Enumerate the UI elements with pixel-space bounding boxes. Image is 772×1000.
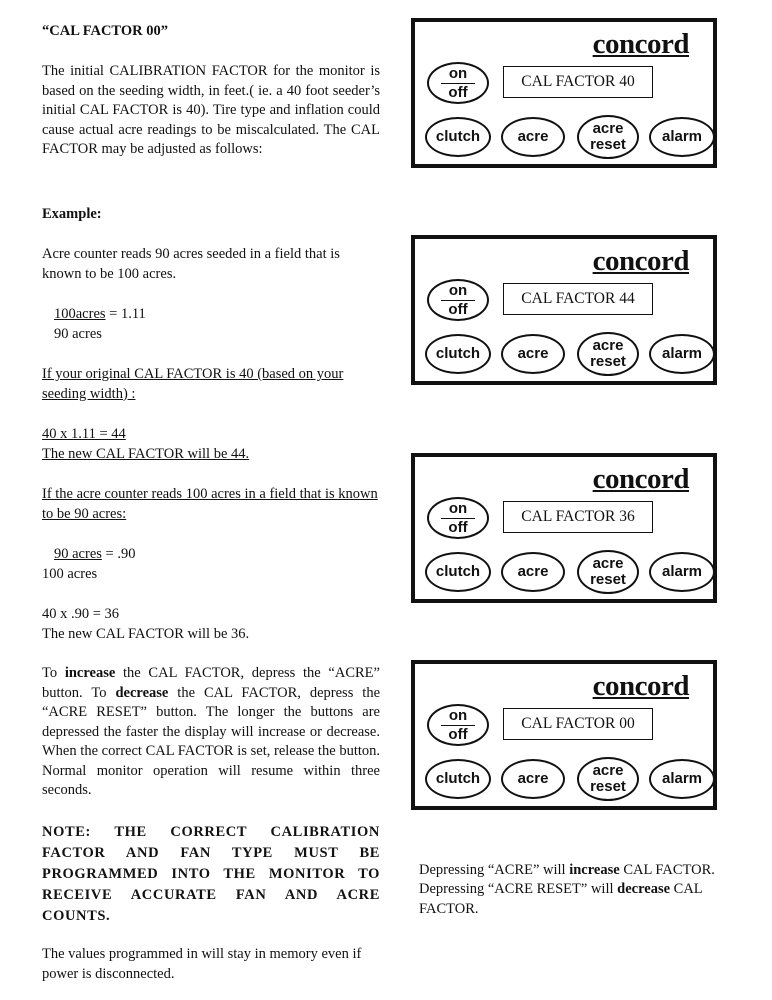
clutch-button[interactable]: clutch	[425, 117, 491, 157]
acre-button[interactable]: acre	[501, 552, 565, 592]
fraction-2-numerator: 90 acres	[54, 546, 102, 562]
memory-note: The values programmed in will stay in memory even if power is disconnected.	[42, 946, 362, 982]
monitor-panel	[411, 453, 717, 603]
fraction-2-result: = .90	[101, 546, 136, 562]
cal-factor-display: CAL FACTOR 44	[503, 283, 653, 315]
if-reads-text: If the acre counter reads 100 acres in a field that is known to be 90 acres:	[42, 486, 378, 522]
section-heading: “CAL FACTOR 00”	[42, 23, 168, 39]
example-label: Example:	[42, 206, 102, 222]
original-cal-text: If your original CAL FACTOR is 40 (based on your seeding width) :	[42, 366, 344, 402]
new-cal-1: The new CAL FACTOR will be 44.	[42, 446, 250, 462]
fraction-1-denominator: 90 acres	[54, 326, 102, 342]
alarm-button[interactable]: alarm	[649, 759, 715, 799]
concord-logo: concord	[592, 463, 689, 495]
clutch-button[interactable]: clutch	[425, 759, 491, 799]
fraction-1	[42, 305, 380, 325]
on-off-button[interactable]: on off	[427, 497, 489, 539]
new-cal-2: The new CAL FACTOR will be 36.	[42, 626, 250, 642]
concord-logo: concord	[592, 28, 689, 60]
fraction-2-denominator-line	[42, 565, 380, 585]
acre-reset-button[interactable]: acre reset	[577, 115, 639, 159]
concord-logo: concord	[592, 245, 689, 277]
acre-button[interactable]: acre	[501, 334, 565, 374]
monitor-panel	[411, 660, 717, 810]
alarm-button[interactable]: alarm	[649, 117, 715, 157]
concord-logo: concord	[592, 670, 689, 702]
fraction-1-result: = 1.11	[105, 306, 146, 322]
increase-emphasis: increase	[64, 665, 116, 681]
cal-factor-display: CAL FACTOR 36	[503, 501, 653, 533]
monitor-panel	[411, 18, 717, 168]
cal-factor-display: CAL FACTOR 00	[503, 708, 653, 740]
note-warning: NOTE: THE CORRECT CALIBRATION FACTOR AND FAN TYPE MUST BE PROGRAMMED INTO THE MONITOR TO RECEIVE ACCURATE FAN AND ACRE COUNTS.	[42, 824, 380, 924]
on-off-button[interactable]: on off	[427, 279, 489, 321]
acre-reset-button[interactable]: acre reset	[577, 757, 639, 801]
acre-button[interactable]: acre	[501, 117, 565, 157]
caption-increase: increase	[569, 861, 620, 878]
alarm-button[interactable]: alarm	[649, 552, 715, 592]
alarm-button[interactable]: alarm	[649, 334, 715, 374]
adjust-instructions: To increase the CAL FACTOR, depress the “ACRE” button. To decrease the CAL FACTOR, depress the “ACRE RESET” button. The longer the buttons are depressed the faster the display will increase or decrease. When the correct CAL FACTOR is set, release the button. Normal monitor operation will resume within three seconds.	[42, 665, 381, 798]
clutch-button[interactable]: clutch	[425, 552, 491, 592]
example-text: Acre counter reads 90 acres seeded in a field that is known to be 100 acres.	[42, 246, 340, 282]
acre-button[interactable]: acre	[501, 759, 565, 799]
clutch-button[interactable]: clutch	[425, 334, 491, 374]
caption-decrease: decrease	[617, 881, 671, 897]
panel-caption: Depressing “ACRE” will increase CAL FACTOR. Depressing “ACRE RESET” will decrease CAL FACTOR.	[419, 861, 715, 917]
fraction-2	[42, 545, 380, 565]
calculation-2: 40 x .90 = 36	[42, 606, 120, 622]
on-off-button[interactable]: on off	[427, 62, 489, 104]
acre-reset-button[interactable]: acre reset	[577, 332, 639, 376]
on-off-button[interactable]: on off	[427, 704, 489, 746]
fraction-2-denominator: 100 acres	[42, 566, 98, 582]
fraction-1-denominator-line	[42, 325, 380, 345]
monitor-panel	[411, 235, 717, 385]
decrease-emphasis: decrease	[115, 684, 169, 701]
cal-factor-display: CAL FACTOR 40	[503, 66, 653, 98]
fraction-1-numerator: 100acres	[54, 306, 106, 322]
intro-paragraph: The initial CALIBRATION FACTOR for the monitor is based on the seeding width, in feet.( ie. a 40 foot seeder’s initial CAL FACTOR is 40). Tire type and inflation could cause actual acre readings to be miscalculated. The CAL FACTOR may be adjusted as follows:	[42, 63, 380, 157]
acre-reset-button[interactable]: acre reset	[577, 550, 639, 594]
calculation-1: 40 x 1.11 = 44	[42, 426, 126, 442]
